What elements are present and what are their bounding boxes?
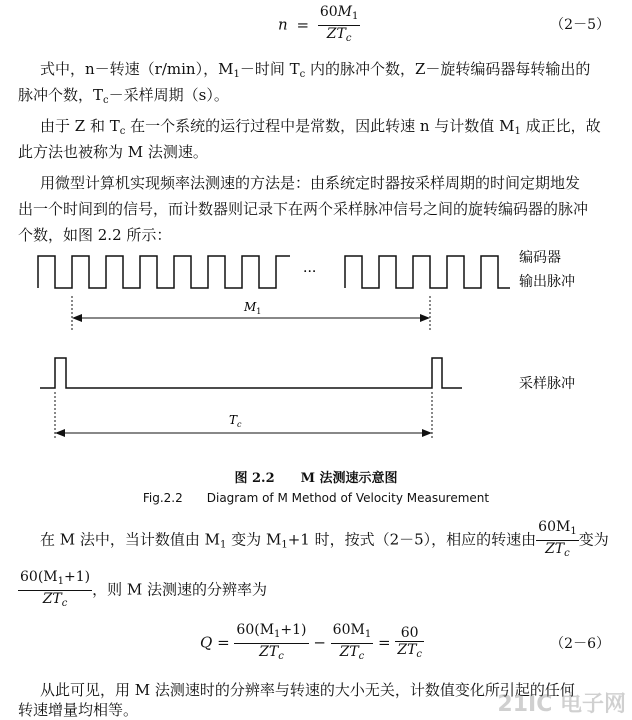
watermark: 21IC 电子网: [497, 692, 626, 717]
equation-2-6: Q = $\frac{60(M_1+1)}{ZT_c}$ − $\frac{60M_1}{ZT_c}$ = $\frac{60}{ZT_c}$: [200, 622, 424, 665]
encoder-pulse-train-left: [38, 256, 290, 288]
equation-2-5: n = $\frac{60M_1}{ZT_c}$: [278, 4, 360, 47]
para1-line2: 脉冲个数，$T_c-$采样周期（s）。: [18, 86, 229, 106]
para5-line2: 转速增量均相等。: [18, 701, 139, 719]
para4-line2: $\frac{60(M_1+1)}{ZT_c}$ ，则 M 法测速的分辨率为: [18, 569, 267, 609]
m1-label: $M_1$: [244, 300, 262, 316]
encoder-pulse-train-right: [345, 256, 510, 288]
para3-line1: 用微型计算机实现频率法测速的方法是：由系统定时器按采样周期的时间定期地发: [40, 174, 581, 192]
para3-line3: 个数，如图 2.2 所示：: [18, 226, 172, 244]
eq26-term-2: $\frac{60M_1}{ZT_c}$: [332, 622, 372, 662]
eq26-number: （2－6）: [550, 636, 610, 652]
para5-line1: 从此可见，用 M 法测速时的分辨率与转速的大小无关，计数值变化所引起的任何: [40, 681, 575, 699]
figure-2-2: [0, 240, 632, 462]
para4-frac-2: $\frac{60(M_1+1)}{ZT_c}$: [20, 569, 91, 609]
eq26-term-3: $\frac{60}{ZT_c}$: [397, 624, 423, 660]
figure-caption-en: Fig.2.2 Diagram of M Method of Velocity Measurement: [142, 491, 490, 505]
eq25-fraction: $\frac{60M_1}{ZT_c}$: [319, 4, 359, 44]
tc-label: $T_c$: [229, 413, 242, 429]
para3-line2: 出一个时间到的信号，而计数器则记录下在两个采样脉冲信号之间的旋转编码器的脉冲: [18, 200, 589, 218]
para2-line1: 由于 Z 和 $T_c$ 在一个系统的运行过程中是常数，因此转速 n 与计数值 $M_1$ 成正比，故: [40, 117, 601, 137]
para4-line1: 在 M 法中，当计数值由 $M_1$ 变为 $M_1+1$ 时，按式（2－5），相应的转速由 $\frac{60M_1}{ZT_c}$ 变为: [40, 519, 609, 559]
para2-line2: 此方法也被称为 M 法测速。: [18, 143, 208, 161]
figure-caption-cn: 图 2.2 M 法测速示意图: [234, 471, 398, 486]
para4-frac-1: $\frac{60M_1}{ZT_c}$: [538, 519, 577, 559]
eq26-term-1: $\frac{60(M_1+1)}{ZT_c}$: [236, 622, 307, 662]
label-encoder-1: 编码器: [519, 250, 561, 266]
para1-line1: 式中，n－转速（r/min），$M_1-$时间 $T_c$ 内的脉冲个数，Z－旋转编码器每转输出的: [40, 60, 591, 80]
sample-pulse-train: [40, 358, 462, 388]
label-encoder-2: 输出脉冲: [519, 274, 575, 290]
eq25-lhs: n: [278, 15, 288, 34]
label-sample: 采样脉冲: [519, 376, 575, 392]
eq25-number: （2－5）: [550, 17, 610, 33]
ellipsis: ···: [303, 264, 317, 280]
